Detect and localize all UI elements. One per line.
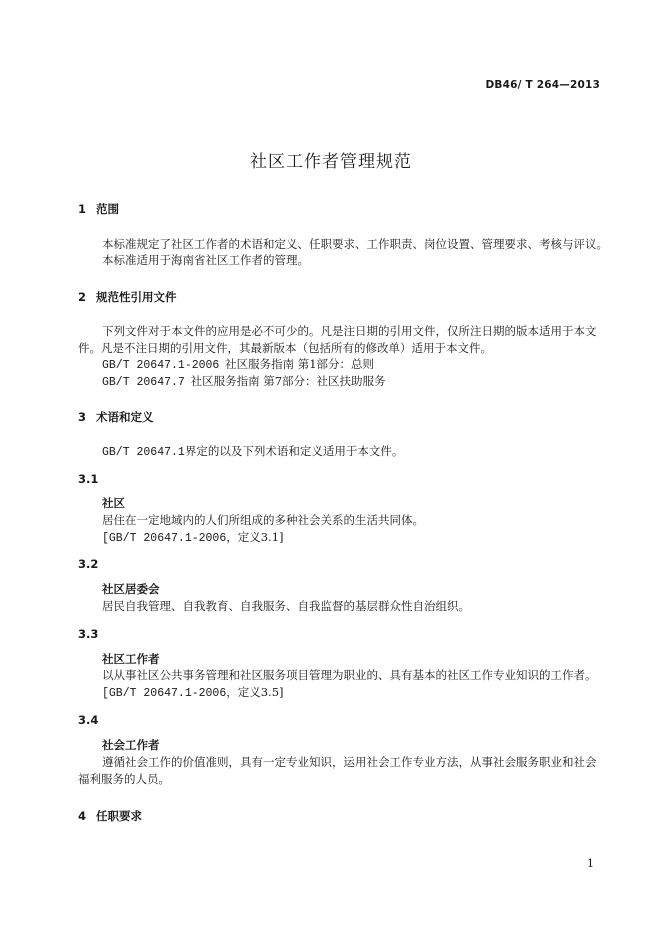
section-number: 1 — [78, 202, 87, 216]
section-heading-3 — [78, 409, 154, 425]
term-definition: 居民自我管理、自我教育、自我服务、自我监督的基层群众性自治组织。 — [102, 599, 470, 613]
term-definition-line: 福利服务的人员。 — [78, 772, 170, 786]
section-heading-2 — [78, 289, 177, 305]
clause-number: 3.2 — [78, 557, 99, 571]
clause-number: 3.1 — [78, 472, 99, 486]
section-title: 任职要求 — [96, 809, 142, 823]
page-number: 1 — [587, 857, 594, 870]
term-name: 社区居委会 — [102, 582, 160, 596]
term-name: 社区工作者 — [102, 652, 160, 666]
paragraph-line: 下列文件对于本文件的应用是必不可少的。凡是注日期的引用文件，仅所注日期的版本适用于本文 — [102, 324, 597, 338]
section-heading-4 — [78, 808, 142, 824]
section-title: 范围 — [96, 202, 119, 216]
term-name: 社会工作者 — [102, 738, 160, 752]
section-title: 术语和定义 — [96, 410, 154, 424]
source-code: [GB/T 20647.1-2006， — [102, 532, 238, 545]
term-definition: 居住在一定地域内的人们所组成的多种社会关系的生活共同体。 — [102, 513, 424, 527]
term-definition-line: 遵循社会工作的价值准则，具有一定专业知识，运用社会工作专业方法，从事社会服务职业和社会 — [102, 755, 597, 769]
normative-reference — [102, 373, 386, 391]
document-title: 社区工作者管理规范 — [250, 152, 412, 172]
reference-code: GB/T 20647.1 — [102, 446, 185, 459]
source-text: 定义3.5] — [237, 685, 284, 699]
clause-number: 3.4 — [78, 713, 99, 727]
source-code: [GB/T 20647.1-2006， — [102, 687, 238, 700]
term-source — [102, 684, 284, 702]
section-number: 3 — [78, 410, 87, 424]
source-text: 定义3.1] — [237, 530, 284, 544]
section-number: 4 — [78, 809, 87, 823]
reference-title: 社区服务指南 第7部分：社区扶助服务 — [190, 374, 386, 388]
normative-reference — [102, 356, 374, 374]
clause-number: 3.3 — [78, 627, 99, 641]
paragraph — [102, 443, 403, 461]
term-name: 社区 — [102, 496, 125, 510]
reference-code: GB/T 20647.1-2006 — [102, 359, 220, 372]
paragraph-line: 件。凡是不注日期的引用文件，其最新版本（包括所有的修改单）适用于本文件。 — [78, 341, 492, 355]
section-title: 规范性引用文件 — [96, 290, 177, 304]
paragraph-text: 界定的以及下列术语和定义适用于本文件。 — [184, 444, 404, 458]
term-source — [102, 529, 284, 547]
reference-code: GB/T 20647.7 — [102, 376, 185, 389]
section-heading-1 — [78, 201, 119, 217]
section-number: 2 — [78, 290, 87, 304]
reference-title: 社区服务指南 第1部分：总则 — [225, 357, 375, 371]
document-code: DB46/ T 264—2013 — [485, 79, 600, 91]
term-definition: 以从事社区公共事务管理和社区服务项目管理为职业的、具有基本的社区工作专业知识的工作者。 — [102, 668, 597, 682]
paragraph: 本标准适用于海南省社区工作者的管理。 — [102, 253, 309, 267]
paragraph: 本标准规定了社区工作者的术语和定义、任职要求、工作职责、岗位设置、管理要求、考核与评议。 — [102, 237, 608, 251]
